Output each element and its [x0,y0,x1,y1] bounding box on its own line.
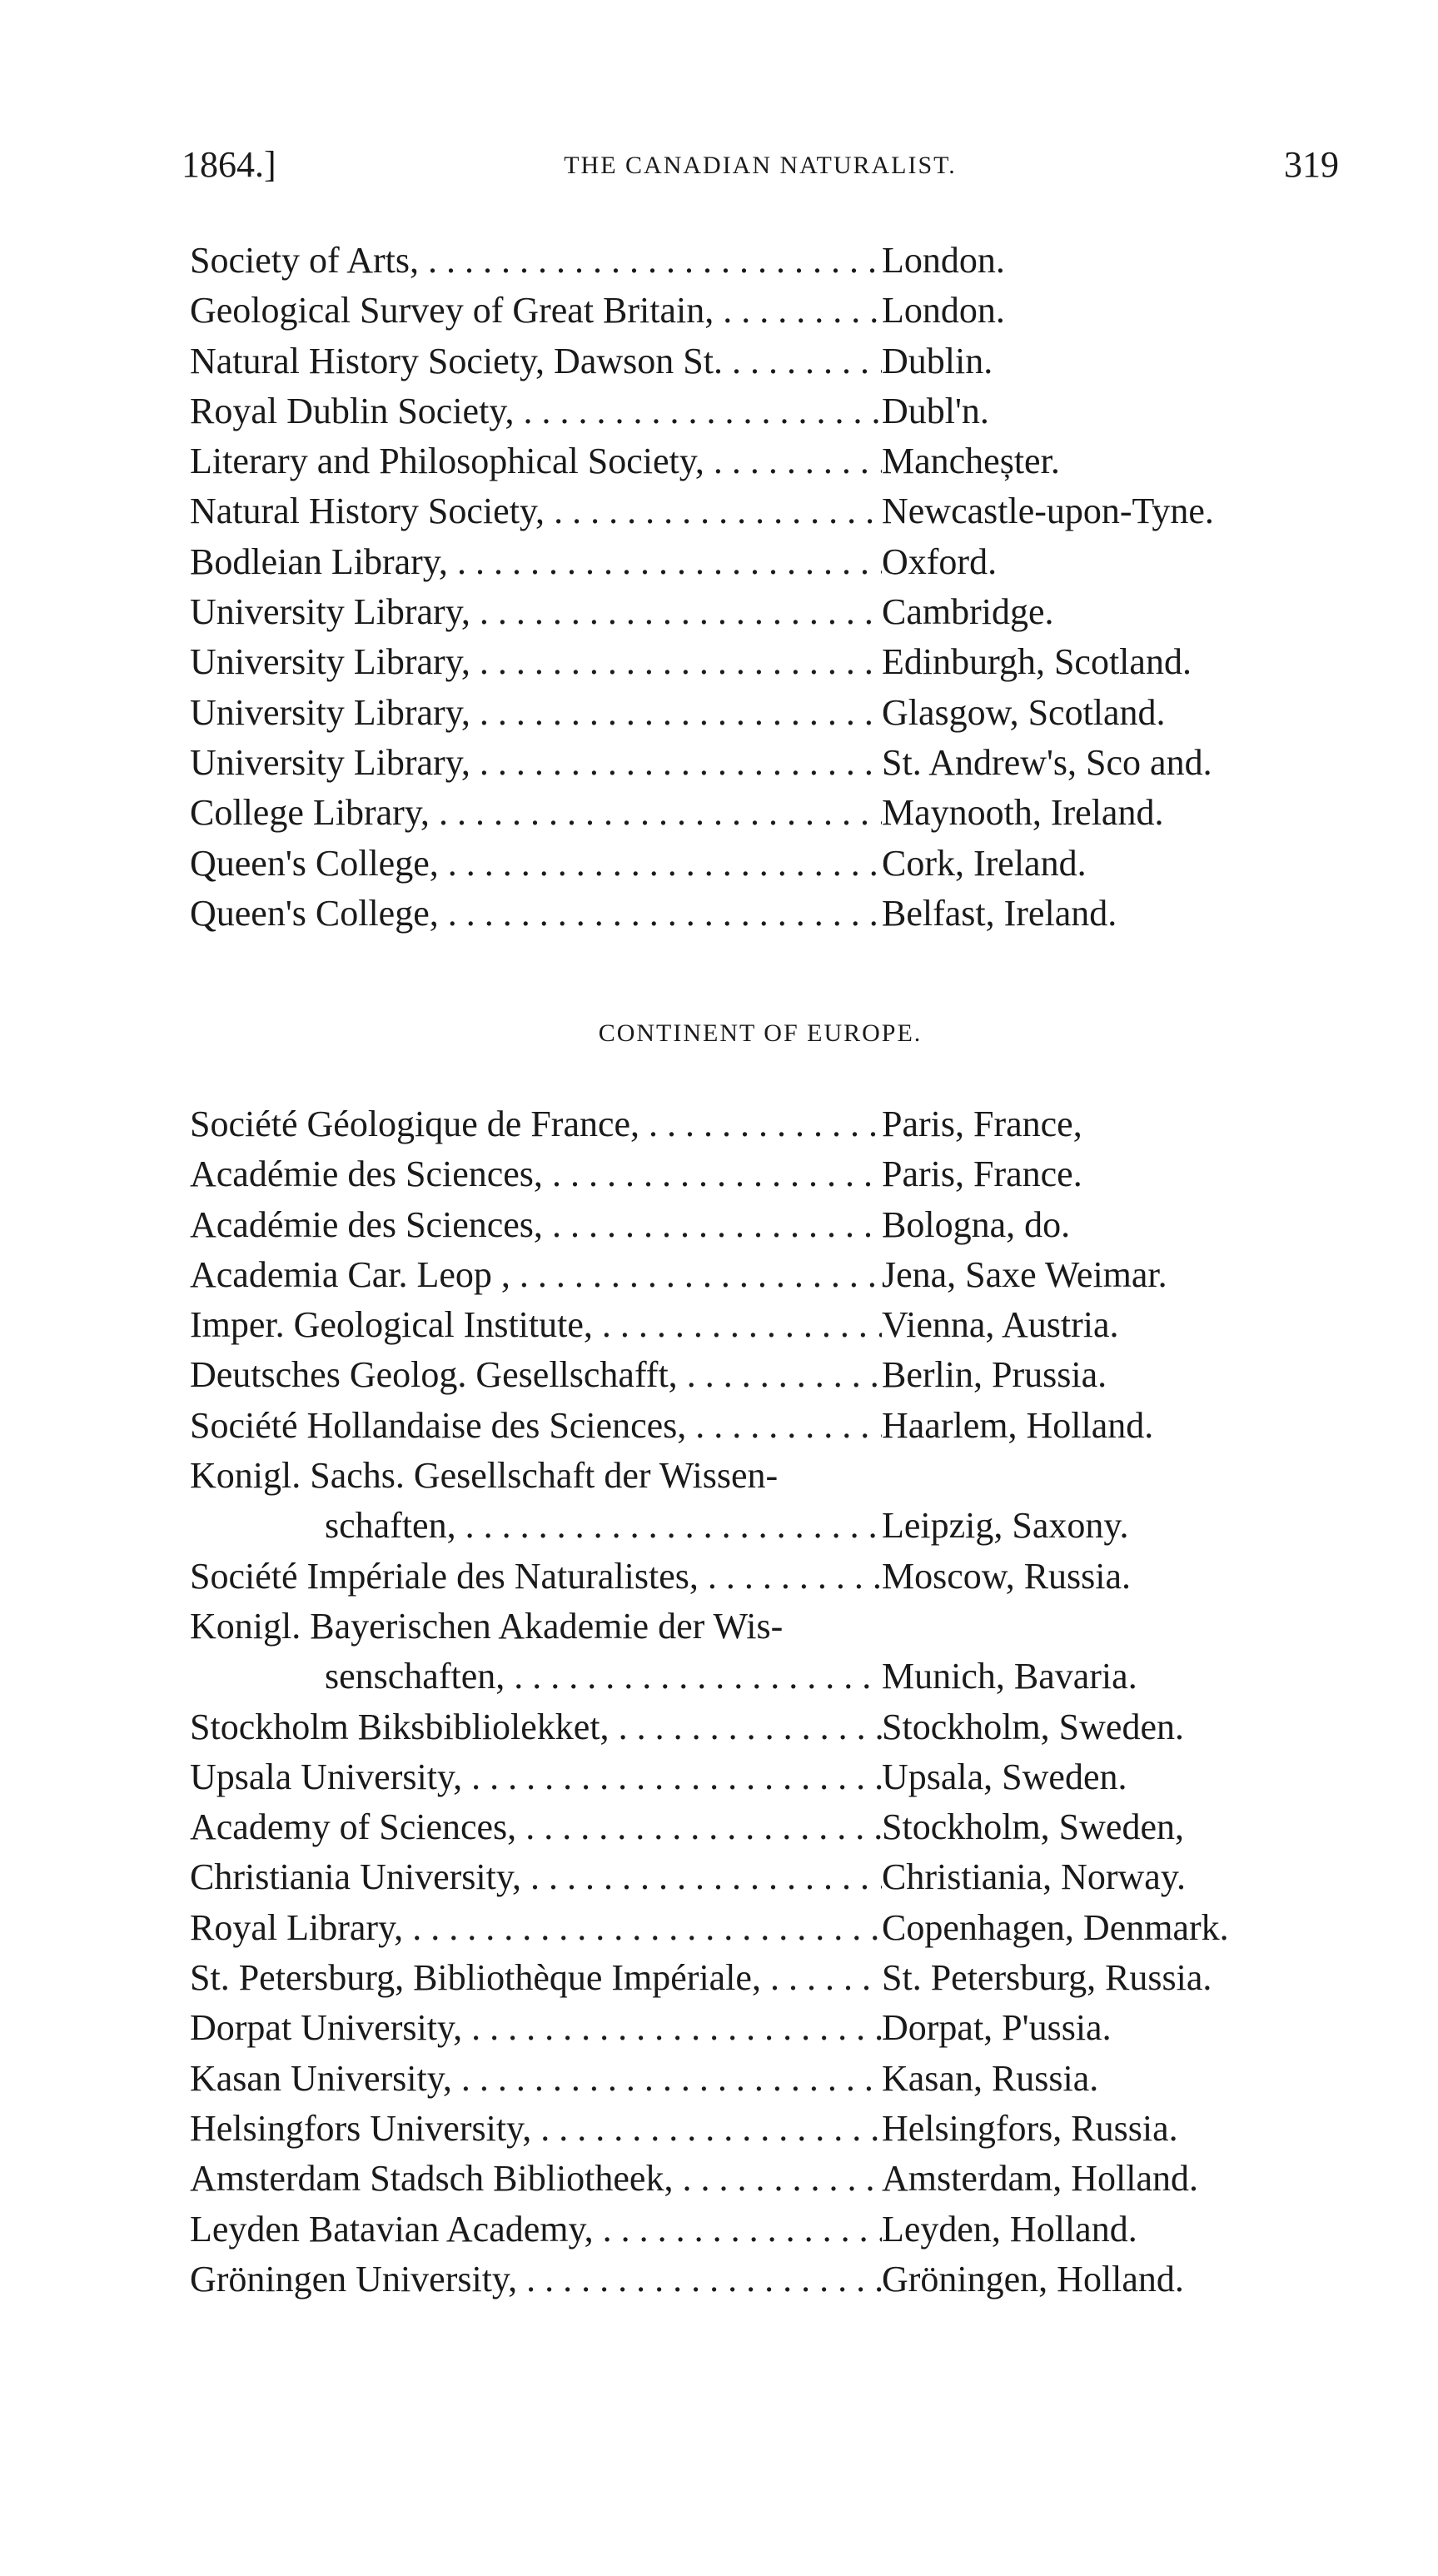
list-item [190,1200,1347,1250]
institution-location: St. Andrew's, Sco and. [882,741,1212,783]
header-year: 1864.] [182,144,276,185]
list-item [190,236,1347,286]
institution-name: St. Petersburg, Bibliothèque Impériale, . . . [190,1953,882,2003]
institution-location: Stockholm, Sweden. [882,1706,1184,1747]
list-item [190,1802,1347,1852]
list-item [190,2154,1347,2204]
list-item [190,1501,1347,1551]
list-item [190,1953,1347,2003]
institution-location: Edinburgh, Scotland. [882,641,1192,683]
institution-location: Dublin. [882,340,993,381]
list-item [190,889,1347,939]
institution-name: Natural History Society, Dawson St. . . . [190,336,882,386]
institution-name: Natural History Society, . . . [190,486,882,536]
list-item [190,2104,1347,2154]
list-item [190,738,1347,788]
institution-name: Académie des Sciences, . . . [190,1149,882,1199]
institution-location: Dubl'n. [882,390,989,431]
institution-location: Christiania, Norway. [882,1856,1186,1898]
institution-location: Belfast, Ireland. [882,892,1117,934]
list-item [190,1752,1347,1802]
list-item [190,1250,1347,1300]
institution-name: Bodleian Library, . . . [190,537,882,587]
list-item [190,1602,1347,1652]
institution-name: University Library, . . . [190,738,882,788]
continental-institutions-list [190,1099,1347,2304]
institution-location: Helsingfors, Russia. [882,2107,1178,2149]
institution-location: London. [882,240,1005,281]
institution-location: Oxford. [882,541,998,582]
institution-location: Copenhagen, Denmark. [882,1906,1229,1948]
institution-name: Christiania University, . . . [190,1852,882,1902]
institution-name: Queen's College, . . . [190,839,882,889]
list-item [190,1552,1347,1602]
institution-name: Dorpat University, . . . [190,2003,882,2053]
institution-name: Amsterdam Stadsch Bibliotheek, . . . [190,2154,882,2204]
list-item [190,537,1347,587]
institution-location: Moscow, Russia. [882,1555,1132,1597]
page-number: 319 [1284,144,1339,185]
list-item [190,2255,1347,2304]
institution-name: Royal Library, . . . [190,1903,882,1953]
institution-name: Society of Arts, . . . [190,236,882,286]
institution-name: Konigl. Sachs. Gesellschaft der Wissen- [190,1455,779,1497]
institution-location: Mancheșter. [882,441,1060,482]
list-item [190,386,1347,436]
list-item [190,1903,1347,1953]
list-item [190,688,1347,738]
british-institutions-list [190,236,1347,939]
institution-name: Imper. Geological Institute, . . . [190,1300,882,1350]
list-item [190,1149,1347,1199]
institution-location: Maynooth, Ireland. [882,792,1164,834]
institution-name: Société Impériale des Naturalistes, . . . [190,1552,882,1602]
header-journal-title: THE CANADIAN NATURALIST. [564,152,957,179]
institution-name: schaften, . . . [190,1501,882,1551]
institution-location: Upsala, Sweden. [882,1756,1127,1797]
institution-name: Gröningen University, . . . [190,2255,882,2304]
institution-name: senschaften, . . . [190,1652,882,1702]
list-item [190,1852,1347,1902]
list-item [190,2054,1347,2104]
institution-name: Academy of Sciences, . . . [190,1802,882,1852]
institution-name: Kasan University, . . . [190,2054,882,2104]
institution-location: Gröningen, Holland. [882,2258,1184,2299]
running-header [182,143,1339,202]
institution-location: Amsterdam, Holland. [882,2158,1199,2200]
list-item [190,1099,1347,1149]
institution-location: Newcastle-upon-Tyne. [882,491,1214,532]
list-item [190,2205,1347,2255]
institution-location: Leyden, Holland. [882,2208,1137,2250]
institution-name: University Library, . . . [190,688,882,738]
institution-name: University Library, . . . [190,587,882,637]
institution-location: St. Petersburg, Russia. [882,1957,1212,1999]
institution-location: Cork, Ireland. [882,842,1087,884]
institution-location: Haarlem, Holland. [882,1404,1154,1446]
list-item [190,637,1347,687]
institution-location: Paris, France. [882,1153,1082,1195]
institution-name: Konigl. Bayerischen Akademie der Wis- [190,1605,784,1647]
institution-name: Academia Car. Leop , . . . [190,1250,882,1300]
list-item [190,788,1347,838]
institution-location: Leipzig, Saxony. [882,1505,1129,1547]
list-item [190,286,1347,336]
institution-location: Jena, Saxe Weimar. [882,1253,1167,1295]
institution-location: Bologna, do. [882,1203,1071,1245]
institution-location: London. [882,290,1005,331]
institution-name: Queen's College, . . . [190,889,882,939]
list-item [190,1300,1347,1350]
institution-name: Geological Survey of Great Britain, . . . [190,286,882,336]
institution-name: Literary and Philosophical Society, . . . [190,436,882,486]
institution-location: Stockholm, Sweden, [882,1806,1184,1848]
institution-location: Berlin, Prussia. [882,1354,1107,1396]
institution-location: Glasgow, Scotland. [882,691,1166,733]
list-item [190,486,1347,536]
list-item [190,1451,1347,1501]
institution-name: Société Géologique de France, . . . [190,1099,882,1149]
list-item [190,839,1347,889]
institution-name: Upsala University, . . . [190,1752,882,1802]
list-item [190,336,1347,386]
list-item [190,587,1347,637]
institution-name: College Library, . . . [190,788,882,838]
institution-location: Cambridge. [882,591,1054,633]
institution-name: Société Hollandaise des Sciences, . . . [190,1401,882,1451]
institution-location: Dorpat, P'ussia. [882,2007,1112,2049]
institution-name: Leyden Batavian Academy, . . . [190,2205,882,2255]
list-item [190,1652,1347,1702]
institution-name: Académie des Sciences, . . . [190,1200,882,1250]
list-item [190,436,1347,486]
list-item [190,1350,1347,1400]
list-item [190,2003,1347,2053]
institution-name: Royal Dublin Society, . . . [190,386,882,436]
list-item [190,1702,1347,1752]
institution-location: Paris, France, [882,1104,1082,1144]
institution-name: University Library, . . . [190,637,882,687]
list-item [190,1401,1347,1451]
institution-name: Stockholm Biksbibliolekket, . . . [190,1702,882,1752]
section-heading-continent: CONTINENT OF EUROPE. [598,1019,923,1047]
institution-location: Kasan, Russia. [882,2057,1099,2099]
institution-name: Deutsches Geolog. Gesellschafft, . . . [190,1350,882,1400]
institution-location: Vienna, Austria. [882,1304,1119,1346]
institution-location: Munich, Bavaria. [882,1656,1137,1697]
institution-name: Helsingfors University, . . . [190,2104,882,2154]
